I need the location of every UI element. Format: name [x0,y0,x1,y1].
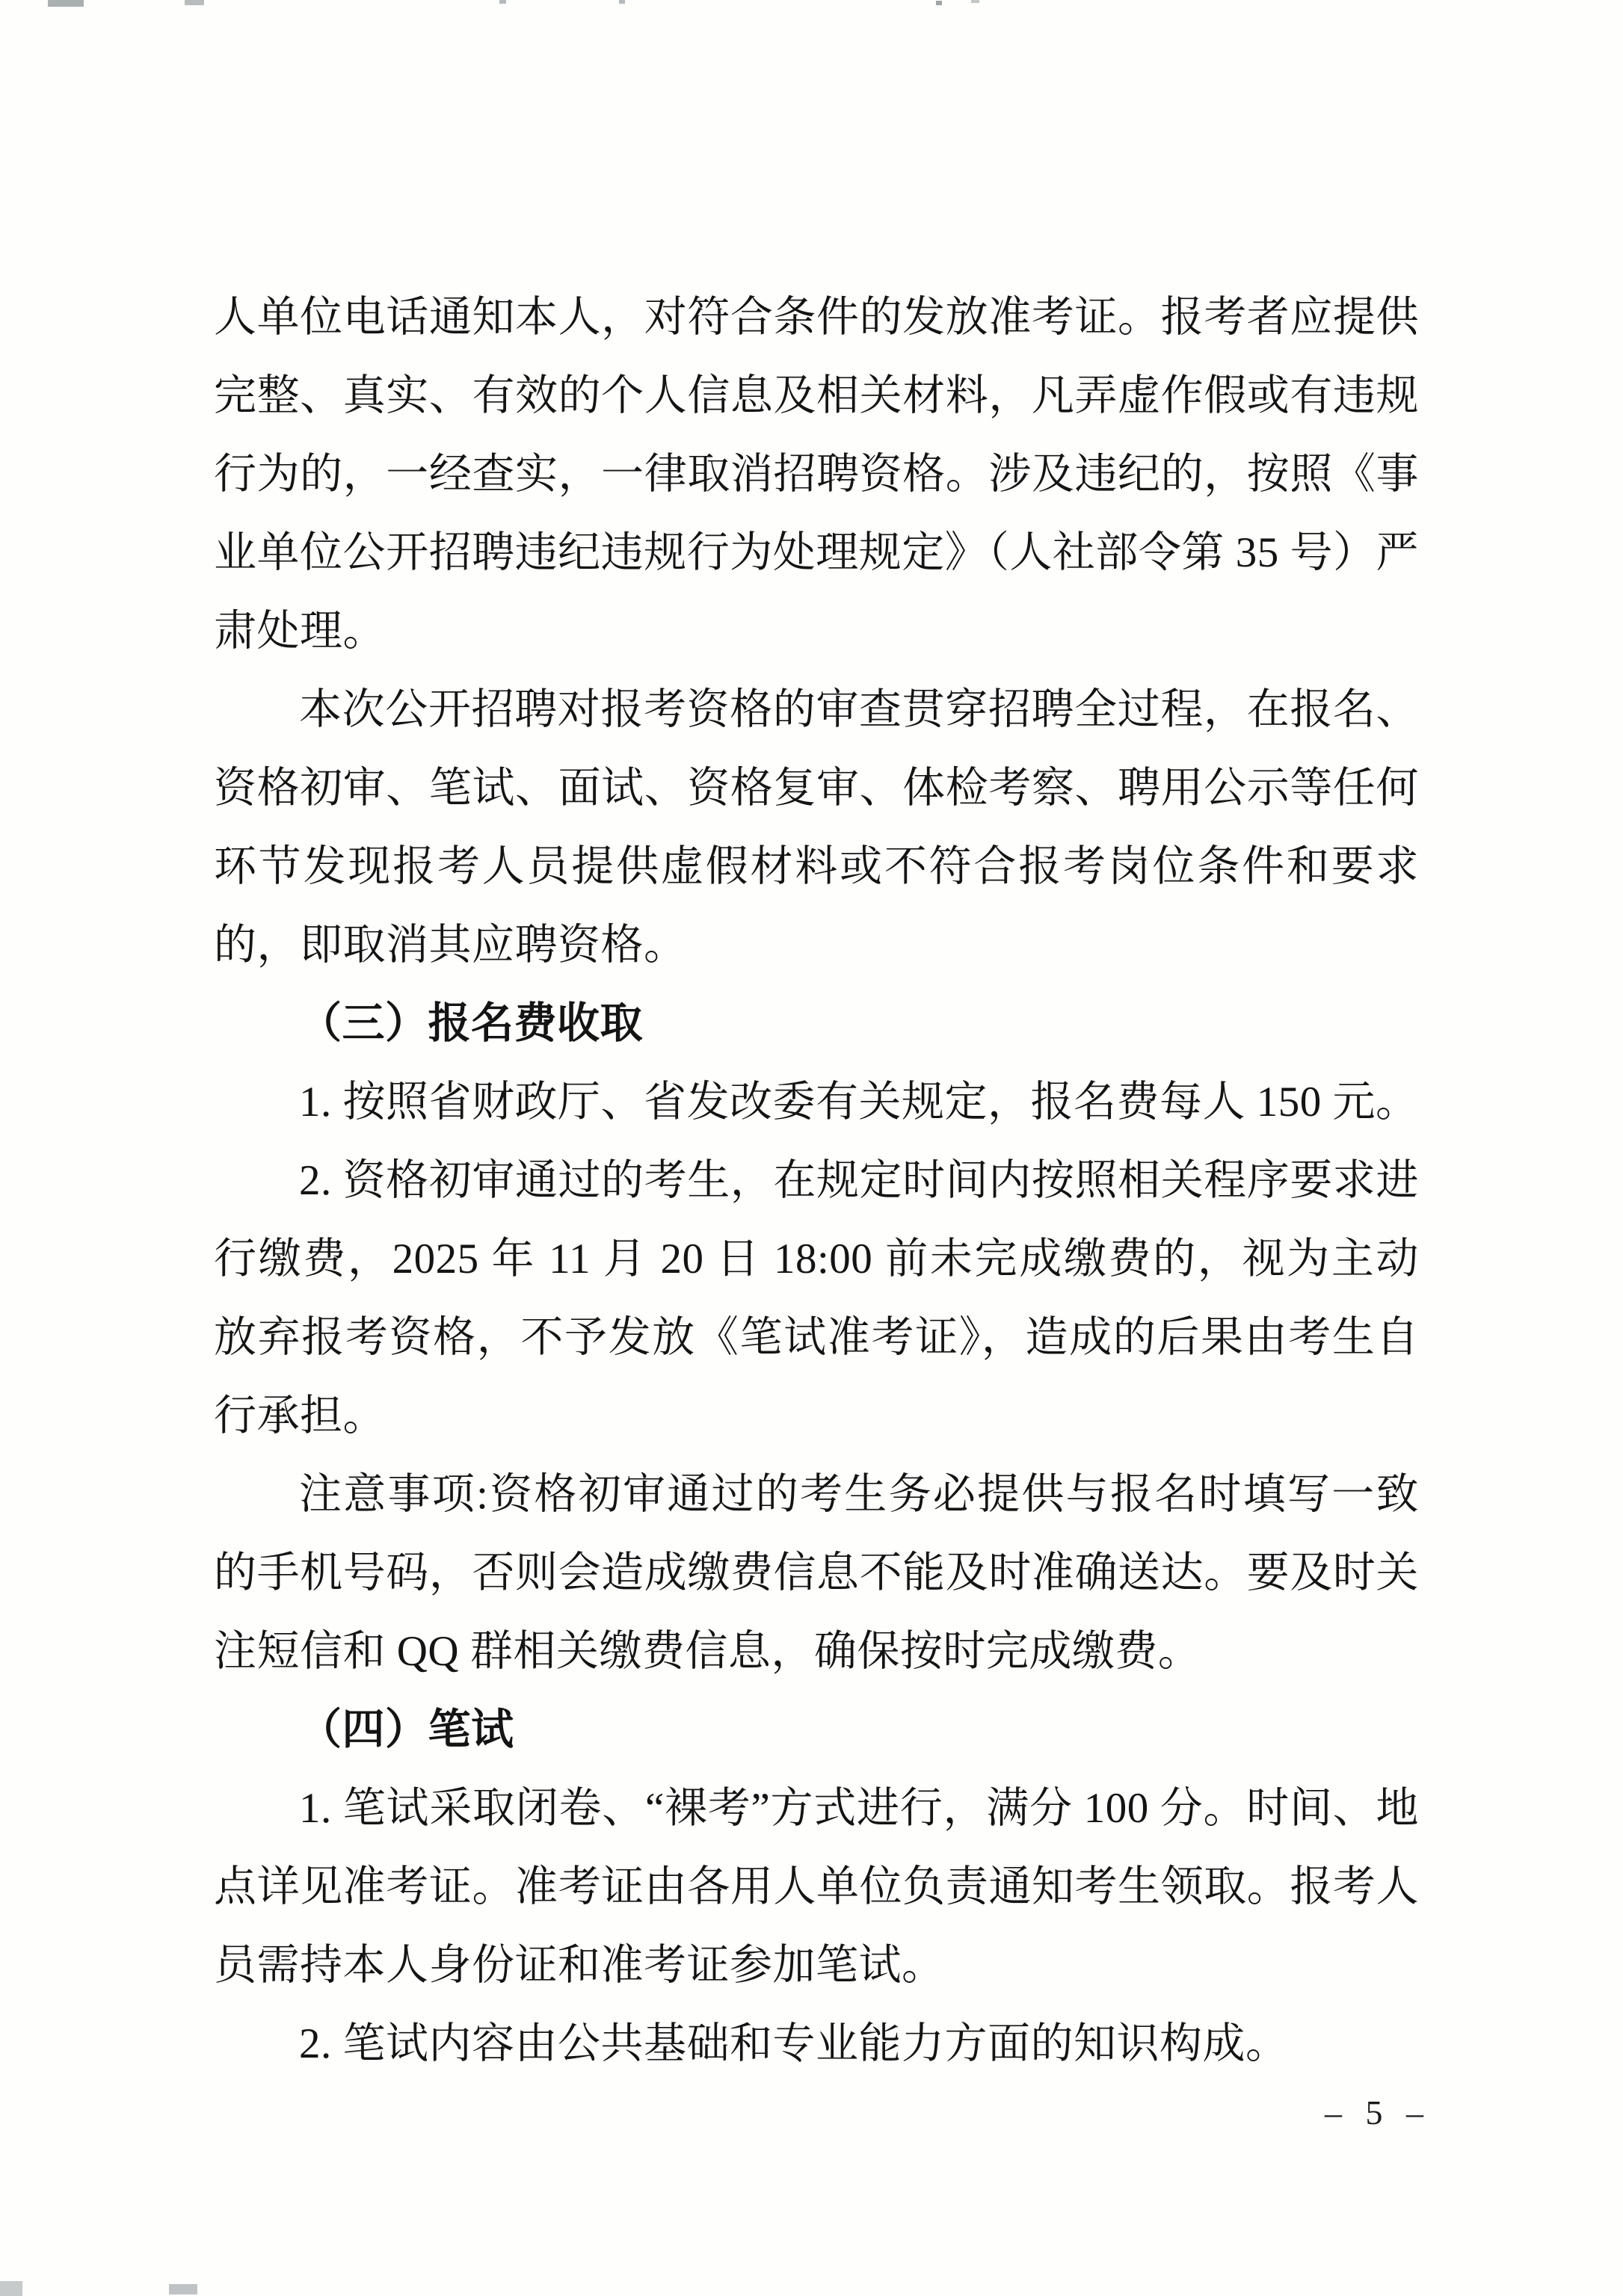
scan-artifact [48,0,84,7]
scan-artifact [499,0,506,4]
scan-artifact [619,0,625,4]
scan-artifact [936,1,942,5]
body-paragraph-fee-amount: 1. 按照省财政厅、省发改委有关规定，报名费每人 150 元。 [299,1078,1419,1126]
document-body [214,278,1419,2083]
scan-artifact [185,0,204,5]
section-heading-registration-fee: （三）报名费收取 [299,1000,643,1047]
scan-artifact [971,0,979,3]
section-heading-written-test: （四）笔试 [299,1706,514,1753]
body-paragraph-written-test-content: 2. 笔试内容由公共基础和专业能力方面的知识构成。 [299,2020,1289,2067]
scan-artifact [169,2284,197,2295]
body-paragraph-payment-notice: 注意事项:资格初审通过的考生务必提供与报名时填写一致的手机号码，否则会造成缴费信息不能及时准确送达。要及时关注短信和 QQ 群相关缴费信息，确保按时完成缴费。 [214,1471,1419,1675]
page-number: – 5 – [1325,2093,1431,2132]
body-paragraph-qualification-review: 本次公开招聘对报考资格的审查贯穿招聘全过程，在报名、资格初审、笔试、面试、资格复审、体检考察、聘用公示等任何环节发现报考人员提供虚假材料或不符合报考岗位条件和要求的，即取消其应聘资格。 [214,686,1419,969]
body-paragraph-written-test-format: 1. 笔试采取闭卷、“裸考”方式进行，满分 100 分。时间、地点详见准考证。准考证由各用人单位负责通知考生领取。报考人员需持本人身份证和准考证参加笔试。 [214,1785,1419,1989]
body-paragraph-continuation: 人单位电话通知本人，对符合条件的发放准考证。报考者应提供完整、真实、有效的个人信息及相关材料，凡弄虚作假或有违规行为的，一经查实，一律取消招聘资格。涉及违纪的，按照《事业单位公开招聘违纪违规行为处理规定》（人社部令第 35 号）严肃处理。 [214,294,1419,655]
body-paragraph-payment-deadline: 2. 资格初审通过的考生，在规定时间内按照相关程序要求进行缴费，2025 年 11 月 20 日 18:00 前未完成缴费的，视为主动放弃报考资格，不予发放《笔试准考证》，造成的后果由考生自行承担。 [214,1157,1419,1439]
scan-artifact [0,2281,22,2296]
